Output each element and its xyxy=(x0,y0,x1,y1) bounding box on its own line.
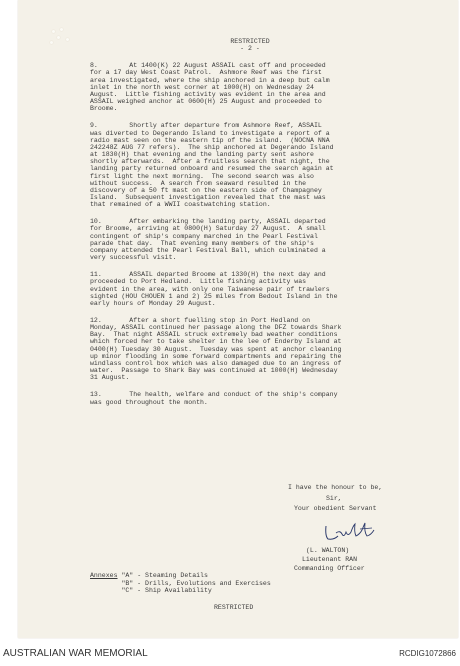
annexes-list xyxy=(90,572,271,595)
paragraph-line: contingent of ship's company marched in the Pearl Festival xyxy=(90,232,318,240)
paragraph-line: 9. Shortly after departure from Ashmore Reef, ASSAIL xyxy=(90,122,322,130)
paragraphs xyxy=(90,62,440,405)
paragraph-line: Broome. xyxy=(90,105,118,113)
paragraph-line: 13. The health, welfare and conduct of the ship's company xyxy=(90,391,338,399)
paragraph-line: Bay. That night ASSAIL struck extremely bad weather conditions xyxy=(90,331,338,339)
archive-name: AUSTRALIAN WAR MEMORIAL xyxy=(3,648,148,659)
paragraph-line: 11. ASSAIL departed Broome at 1330(H) the next day and xyxy=(90,271,326,279)
paragraph-line: 242248Z AUG 77 refers). The ship anchored at Degerando Island xyxy=(90,143,334,151)
archive-caption xyxy=(0,644,460,666)
paragraph xyxy=(90,391,440,405)
paragraph-line: early hours of Monday 29 August. xyxy=(90,299,216,307)
paragraph-line: was diverted to Degerando Island to investigate a report of a xyxy=(90,129,330,137)
paragraph-line: August. Little fishing activity was evident in the area and xyxy=(90,90,326,98)
paper-emboss-marks xyxy=(48,28,74,48)
paragraph-line: for a 17 day West Coast Patrol. Ashmore Reef was the first xyxy=(90,69,322,77)
paragraph-line: first light the next morning. The second search was also xyxy=(90,172,314,180)
annexes-label: Annexes xyxy=(90,572,118,579)
paragraph-line: shortly afterwards. After a fruitless search that night, the xyxy=(90,158,330,166)
signatory-block xyxy=(288,546,438,573)
paragraph-line: landing party returned onboard and resumed the search again at xyxy=(90,165,334,173)
paragraph-line: company attended the Pearl Festival Ball, which culminated a xyxy=(90,246,326,254)
paragraph-line: radio mast seen on the eastern tip of the island. (NOCNA NNA xyxy=(90,136,330,144)
paragraph-line: parade that day. That evening many members of the ship's xyxy=(90,239,314,247)
paragraph-line: evident in the area, with only one Taiwanese pair of trawlers xyxy=(90,285,330,293)
closing-sir: Sir, xyxy=(326,494,342,502)
annex-row-a: Annexes "A" - Steaming Details xyxy=(90,572,208,579)
paragraph-line: without success. A search from seaward resulted in the xyxy=(90,179,307,187)
paragraph-line: sighted (HOU CHOUEN 1 and 2) 25 miles from Bedout Island in the xyxy=(90,292,338,300)
paragraph xyxy=(90,122,440,208)
paragraph xyxy=(90,271,440,307)
signatory-role: Commanding Officer xyxy=(294,565,365,572)
paragraph xyxy=(90,62,440,112)
annex-row-b: "B" - Drills, Evolutions and Exercises xyxy=(121,579,271,587)
paragraph-line: ASSAIL weighed anchor at 0600(H) 25 August and proceeded to xyxy=(90,98,322,106)
header-classification: RESTRICTED xyxy=(230,38,270,45)
paragraph-line: for Broome, arriving at 0800(H) Saturday 27 August. A small xyxy=(90,225,326,233)
closing-block xyxy=(288,483,438,515)
closing-servant: Your obedient Servant xyxy=(294,505,377,512)
paragraph xyxy=(90,218,440,261)
paragraph-line: up minor flooding in some forward compartments and repairing the xyxy=(90,352,342,360)
paragraph xyxy=(90,317,440,381)
paragraph-line: proceeded to Port Hedland. Little fishing activity was xyxy=(90,278,307,286)
handwritten-signature xyxy=(320,520,390,546)
paragraph-line: Monday, ASSAIL continued her passage along the DFZ towards Shark xyxy=(90,324,342,332)
paragraph-line: area investigated, where the ship anchored in a deep but calm xyxy=(90,76,330,84)
paragraph-line: at 1830(H) that evening and the landing party sent ashore xyxy=(90,151,314,159)
page-number: - 2 - xyxy=(240,45,260,53)
paragraph-line: 8. At 1400(K) 22 August ASSAIL cast off and proceeded xyxy=(90,62,326,70)
paragraph-line: windlass control box which was also damaged due to an ingress of xyxy=(90,359,342,367)
paragraph-line: was good throughout the month. xyxy=(90,398,208,406)
paragraph-line: which forced her to take shelter in the lee of Enderby Island at xyxy=(90,338,342,346)
footer-classification: RESTRICTED xyxy=(214,604,254,611)
signatory-name: (L. WALTON) xyxy=(306,547,350,554)
paragraph-line: inlet in the north west corner at 1000(H) on Wednesday 24 xyxy=(90,83,314,91)
archive-reference: RCDIG1072866 xyxy=(399,649,456,658)
paragraph-line: 31 August. xyxy=(90,374,130,382)
paragraph-line: Island. Subsequent investigation revealed that the mast was xyxy=(90,193,326,201)
closing-honour: I have the honour to be, xyxy=(288,484,383,491)
document-body xyxy=(90,38,440,406)
paragraph-line: 10. After embarking the landing party, ASSAIL departed xyxy=(90,218,326,226)
paragraph-line: 12. After a short fuelling stop in Port Hedland on xyxy=(90,317,311,324)
annex-row-c: "C" - Ship Availability xyxy=(121,587,212,595)
paragraph-line: 0400(H) Tuesday 30 August. Tuesday was spent at anchor cleaning xyxy=(90,345,342,353)
paragraph-line: that remained of a WWII coastwatching station. xyxy=(90,201,271,209)
signatory-rank: Lieutenant RAN xyxy=(302,556,358,563)
paragraph-line: discovery of a 50 ft mast on the eastern side of Champagney xyxy=(90,186,322,194)
paragraph-line: very successful visit. xyxy=(90,254,177,262)
paragraph-line: water. Passage to Shark Bay was continued at 1000(H) Wednesday xyxy=(90,367,338,375)
